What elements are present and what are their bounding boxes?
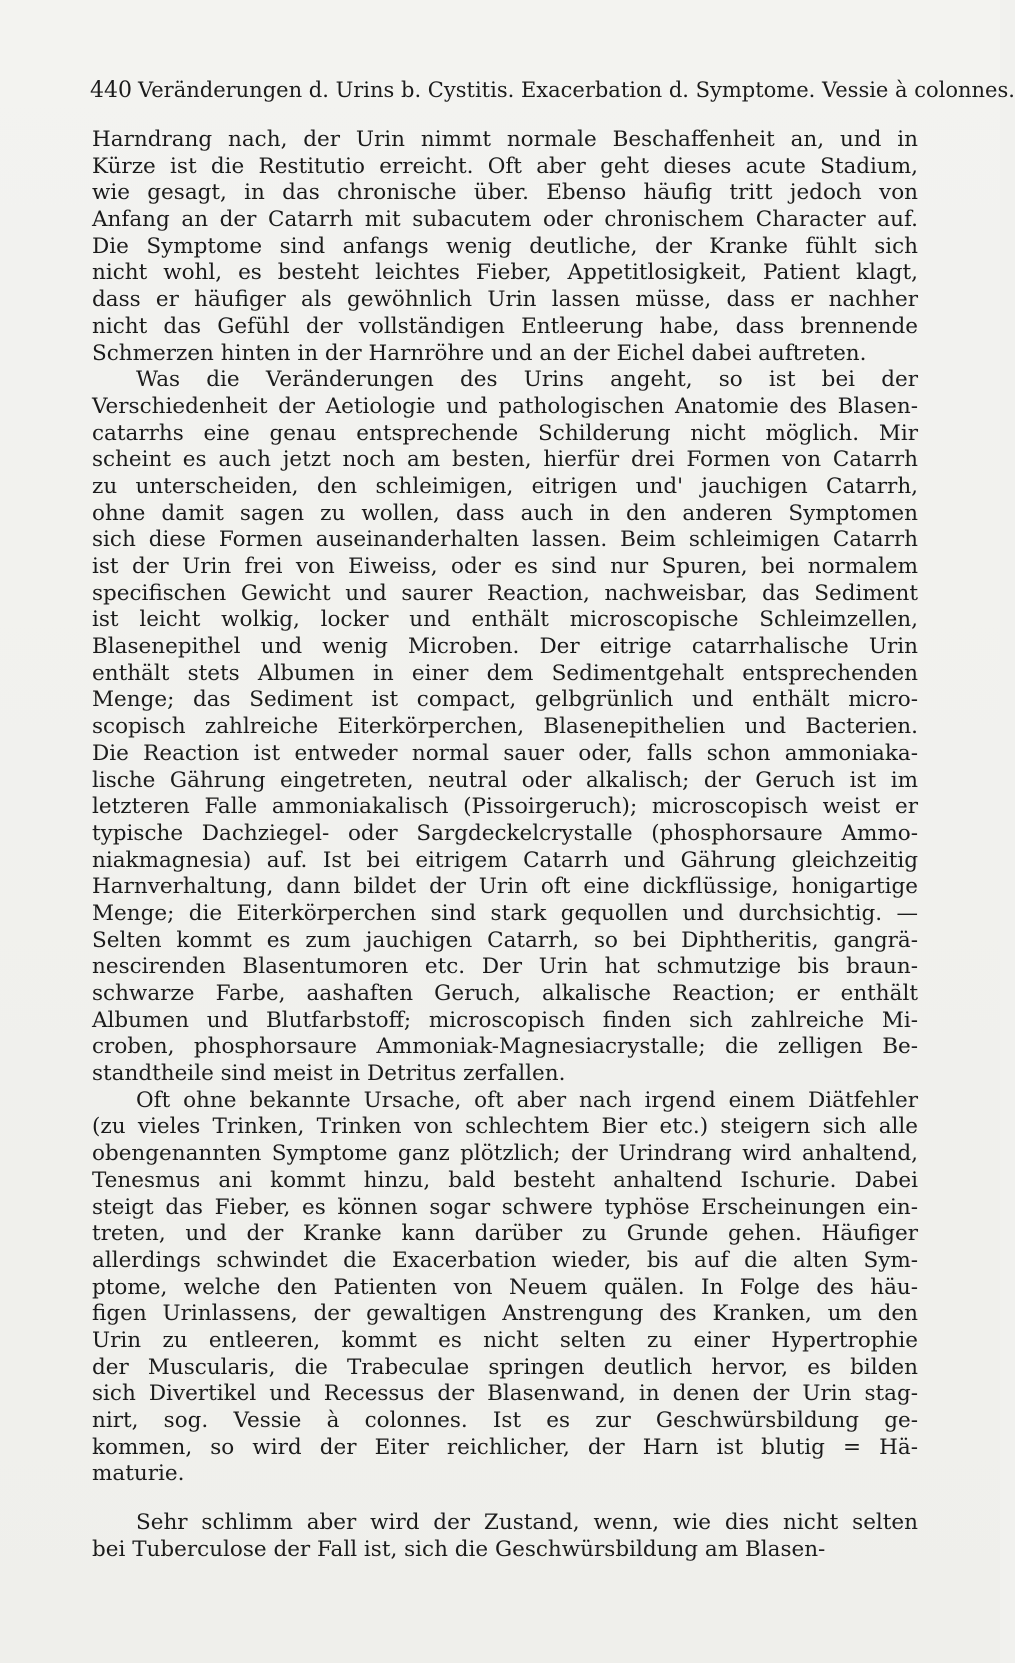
text-line: Harndrang nach, der Urin nimmt normale Beschaffenheit an, und in bbox=[92, 127, 918, 152]
text-line: Tenesmus ani kommt hinzu, bald besteht anhaltend Ischurie. Dabei bbox=[92, 1167, 918, 1193]
text-line: Menge; die Eiterkörperchen sind stark gequollen und durchsichtig. — bbox=[92, 900, 918, 926]
running-head: Veränderungen d. Urins b. Cystitis. Exacerbation d. Symptome. Vessie à colonnes. bbox=[138, 78, 1015, 102]
text-line: sich Divertikel und Recessus der Blasenwand, in denen der Urin stag- bbox=[92, 1381, 918, 1407]
text-line: der Muscularis, die Trabeculae springen deutlich hervor, es bilden bbox=[92, 1354, 918, 1380]
text-line: Die Symptome sind anfangs wenig deutliche, der Kranke fühlt sich bbox=[92, 233, 918, 259]
text-line: catarrhs eine genau entsprechende Schilderung nicht möglich. Mir bbox=[92, 420, 918, 446]
text-line: nicht wohl, es besteht leichtes Fieber, Appetitlosigkeit, Patient klagt, bbox=[92, 260, 918, 286]
paragraph bbox=[92, 127, 918, 367]
text-line: Verschiedenheit der Aetiologie und pathologischen Anatomie des Blasen- bbox=[92, 393, 918, 419]
text-line: lische Gährung eingetreten, neutral oder alkalisch; der Geruch ist im bbox=[92, 767, 918, 793]
text-line: wie gesagt, in das chronische über. Ebenso häufig tritt jedoch von bbox=[92, 180, 918, 206]
text-line: croben, phosphorsaure Ammoniak-Magnesiacrystalle; die zelligen Be- bbox=[92, 1034, 918, 1060]
text-line: Harnverhaltung, dann bildet der Urin oft eine dickflüssige, honigartige bbox=[92, 874, 918, 900]
body-text bbox=[92, 127, 918, 1562]
text-line: nirt, sog. Vessie à colonnes. Ist es zur Geschwürsbildung ge- bbox=[92, 1408, 918, 1433]
text-line: Anfang an der Catarrh mit subacutem oder chronischem Character auf. bbox=[92, 207, 918, 233]
text-line: Oft ohne bekannte Ursache, oft aber nach irgend einem Diätfehler bbox=[136, 1087, 918, 1113]
text-line: Urin zu entleeren, kommt es nicht selten zu einer Hypertrophie bbox=[92, 1327, 918, 1353]
text-line: specifischen Gewicht und saurer Reaction, nachweisbar, das Sediment bbox=[92, 580, 918, 606]
text-line: typische Dachziegel- oder Sargdeckelcrystalle (phosphorsaure Ammo- bbox=[92, 820, 918, 846]
text-line: nicht das Gefühl der vollständigen Entleerung habe, dass brennende bbox=[92, 313, 918, 339]
paragraph bbox=[92, 1510, 918, 1563]
text-line: enthält stets Albumen in einer dem Sedimentgehalt entsprechenden bbox=[92, 660, 918, 686]
paragraph bbox=[92, 1088, 918, 1488]
text-line: bei Tuberculose der Fall ist, sich die Geschwürsbildung am Blasen- bbox=[92, 1536, 826, 1562]
text-line: obengenannten Symptome ganz plötzlich; der Urindrang wird anhaltend, bbox=[92, 1141, 918, 1167]
text-line: ist leicht wolkig, locker und enthält microscopische Schleimzellen, bbox=[92, 607, 918, 633]
paragraph-gap bbox=[92, 1488, 918, 1510]
paragraph bbox=[92, 367, 918, 1088]
text-line: (zu vieles Trinken, Trinken von schlechtem Bier etc.) steigern sich alle bbox=[92, 1114, 918, 1140]
text-line: Menge; das Sediment ist compact, gelbgrünlich und enthält micro- bbox=[92, 687, 918, 713]
text-line: scopisch zahlreiche Eiterkörperchen, Blasenepithelien und Bacterien. bbox=[92, 714, 918, 740]
text-line: Sehr schlimm aber wird der Zustand, wenn, wie dies nicht selten bbox=[136, 1510, 918, 1536]
text-line: sich diese Formen auseinanderhalten lassen. Beim schleimigen Catarrh bbox=[92, 527, 918, 553]
text-line: Schmerzen hinten in der Harnröhre und an der Eichel dabei auftreten. bbox=[92, 340, 867, 366]
text-line: steigt das Fieber, es können sogar schwere typhöse Erscheinungen ein- bbox=[92, 1194, 918, 1220]
page-header bbox=[90, 70, 1015, 110]
text-line: dass er häufiger als gewöhnlich Urin lassen müsse, dass er nachher bbox=[92, 287, 918, 313]
text-line: allerdings schwindet die Exacerbation wieder, bis auf die alten Sym- bbox=[92, 1247, 918, 1273]
text-line: maturie. bbox=[92, 1461, 185, 1487]
text-line: ist der Urin frei von Eiweiss, oder es sind nur Spuren, bei normalem bbox=[92, 554, 918, 579]
text-line: Kürze ist die Restitutio erreicht. Oft aber geht dieses acute Stadium, bbox=[92, 153, 918, 179]
text-line: standtheile sind meist in Detritus zerfallen. bbox=[92, 1061, 566, 1087]
text-line: ptome, welche den Patienten von Neuem quälen. In Folge des häu- bbox=[92, 1274, 918, 1300]
text-line: schwarze Farbe, aashaften Geruch, alkalische Reaction; er enthält bbox=[92, 981, 918, 1006]
text-line: Was die Veränderungen des Urins angeht, so ist bei der bbox=[136, 367, 918, 393]
text-line: kommen, so wird der Eiter reichlicher, der Harn ist blutig = Hä- bbox=[92, 1434, 918, 1460]
text-line: Blasenepithel und wenig Microben. Der eitrige catarrhalische Urin bbox=[92, 634, 918, 660]
text-line: Selten kommt es zum jauchigen Catarrh, so bei Diphtheritis, gangrä- bbox=[92, 927, 918, 953]
text-line: nescirenden Blasentumoren etc. Der Urin hat schmutzige bis braun- bbox=[92, 954, 918, 980]
text-line: figen Urinlassens, der gewaltigen Anstrengung des Kranken, um den bbox=[92, 1301, 918, 1327]
text-line: niakmagnesia) auf. Ist bei eitrigem Catarrh und Gährung gleichzeitig bbox=[92, 847, 918, 873]
page-number: 440 bbox=[90, 78, 132, 103]
text-line: ohne damit sagen zu wollen, dass auch in den anderen Symptomen bbox=[92, 500, 918, 526]
text-line: letzteren Falle ammoniakalisch (Pissoirgeruch); microscopisch weist er bbox=[92, 794, 918, 820]
text-line: Albumen und Blutfarbstoff; microscopisch finden sich zahlreiche Mi- bbox=[92, 1007, 918, 1033]
text-line: zu unterscheiden, den schleimigen, eitrigen und' jauchigen Catarrh, bbox=[92, 473, 918, 499]
text-line: scheint es auch jetzt noch am besten, hierfür drei Formen von Catarrh bbox=[92, 447, 918, 473]
text-line: treten, und der Kranke kann darüber zu Grunde gehen. Häufiger bbox=[92, 1221, 918, 1247]
text-line: Die Reaction ist entweder normal sauer oder, falls schon ammoniaka- bbox=[92, 740, 918, 766]
